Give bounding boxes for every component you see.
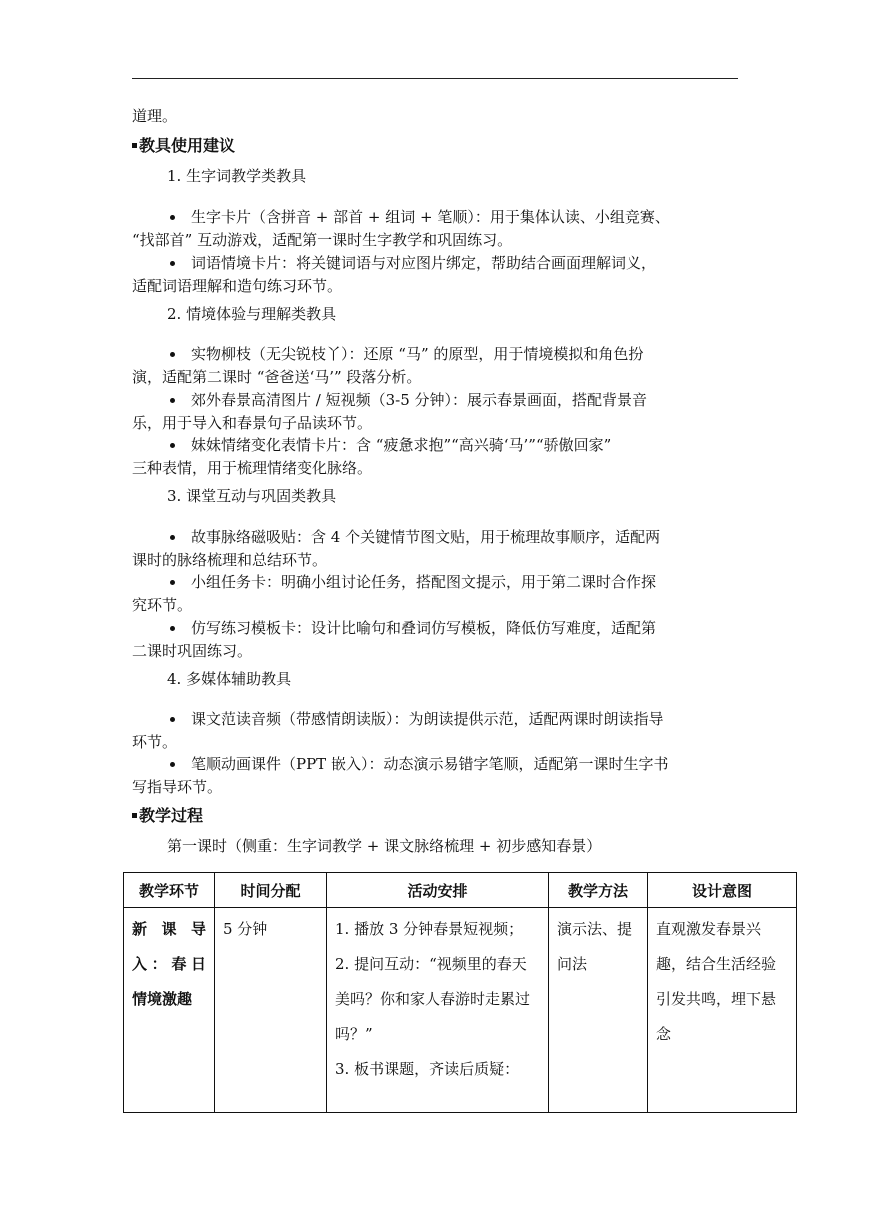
table-row [124, 908, 797, 1113]
stage-text: 新课导入：春日情境激趣 [132, 920, 206, 1008]
section-heading-text: 教学过程 [139, 806, 204, 825]
time-text: 5 分钟 [223, 920, 268, 938]
bullet-icon [170, 352, 175, 357]
lesson-title: 第一课时（侧重：生字词教学 + 课文脉络梳理 + 初步感知春景） [167, 837, 602, 855]
table-header-cell: 活动安排 [327, 873, 549, 908]
list-item-line: 演，适配第二课时 “爸爸送‘马’” 段落分析。 [132, 368, 422, 386]
list-item-line: 生字卡片（含拼音 + 部首 + 组词 + 笔顺）：用于集体认读、小组竞赛、 [191, 208, 670, 226]
bullet-icon [170, 717, 175, 722]
section-heading-tools [132, 133, 235, 156]
list-item-line: “找部首” 互动游戏，适配第一课时生字教学和巩固练习。 [132, 231, 513, 249]
list-item-line: 仿写练习模板卡：设计比喻句和叠词仿写模板，降低仿写难度，适配第 [191, 619, 657, 637]
activity-cell [327, 908, 549, 1113]
list-item-line: 适配词语理解和造句练习环节。 [132, 277, 343, 295]
bullet-icon [170, 580, 175, 585]
bullet-icon [170, 215, 175, 220]
group-title: 3. 课堂互动与巩固类教具 [167, 487, 337, 505]
square-bullet-icon [132, 813, 137, 818]
list-item-line: 妹妹情绪变化表情卡片：含 “疲惫求抱”“高兴骑‘马’”“骄傲回家” [191, 436, 612, 454]
lesson-plan-table [123, 872, 797, 1113]
list-item-line: 究环节。 [132, 596, 193, 614]
bullet-icon [170, 443, 175, 448]
list-item-line: 郊外春景高清图片 / 短视频（3-5 分钟）：展示春景画面，搭配背景音 [191, 391, 648, 409]
continued-text: 道理。 [132, 107, 178, 125]
bullet-icon [170, 535, 175, 540]
method-text: 演示法、提问法 [557, 920, 633, 973]
activity-step: 2. 提问互动：“视频里的春天美吗？你和家人春游时走累过吗？” [335, 955, 531, 1043]
intent-cell [648, 908, 797, 1113]
list-item-line: 写指导环节。 [132, 778, 223, 796]
bullet-icon [170, 398, 175, 403]
list-item-line: 乐，用于导入和春景句子品读环节。 [132, 414, 373, 432]
group-title: 1. 生字词教学类教具 [167, 167, 307, 185]
bullet-icon [170, 762, 175, 767]
list-item-line: 故事脉络磁吸贴：含 4 个关键情节图文贴，用于梳理故事顺序，适配两 [191, 528, 661, 546]
group-title: 2. 情境体验与理解类教具 [167, 305, 337, 323]
method-cell [549, 908, 648, 1113]
square-bullet-icon [132, 143, 137, 148]
header-rule [132, 78, 738, 79]
section-heading-process [132, 803, 203, 826]
list-item-line: 词语情境卡片：将关键词语与对应图片绑定，帮助结合画面理解词义， [191, 254, 657, 272]
list-item-line: 实物柳枝（无尖锐枝丫）：还原 “马” 的原型，用于情境模拟和角色扮 [191, 345, 644, 363]
table-header-cell: 设计意图 [648, 873, 797, 908]
list-item-line: 笔顺动画课件（PPT 嵌入）：动态演示易错字笔顺，适配第一课时生字书 [191, 755, 669, 773]
stage-cell [124, 908, 215, 1113]
activity-step: 1. 播放 3 分钟春景短视频； [335, 920, 524, 938]
bullet-icon [170, 261, 175, 266]
time-cell [215, 908, 327, 1113]
table-header-row [124, 873, 797, 908]
list-item-line: 课时的脉络梳理和总结环节。 [132, 551, 328, 569]
table-header-cell: 教学方法 [549, 873, 648, 908]
activity-step: 3. 板书课题，齐读后质疑： [335, 1060, 520, 1078]
table-header-cell: 时间分配 [215, 873, 327, 908]
list-item-line: 三种表情，用于梳理情绪变化脉络。 [132, 459, 373, 477]
list-item-line: 小组任务卡：明确小组讨论任务，搭配图文提示，用于第二课时合作探 [191, 573, 657, 591]
list-item-line: 环节。 [132, 733, 178, 751]
bullet-icon [170, 626, 175, 631]
group-title: 4. 多媒体辅助教具 [167, 670, 292, 688]
list-item-line: 二课时巩固练习。 [132, 642, 253, 660]
section-heading-text: 教具使用建议 [139, 136, 236, 155]
list-item-line: 课文范读音频（带感情朗读版）：为朗读提供示范，适配两课时朗读指导 [191, 710, 664, 728]
intent-text: 直观激发春景兴趣，结合生活经验引发共鸣，埋下悬念 [656, 920, 777, 1043]
table-header-cell: 教学环节 [124, 873, 215, 908]
